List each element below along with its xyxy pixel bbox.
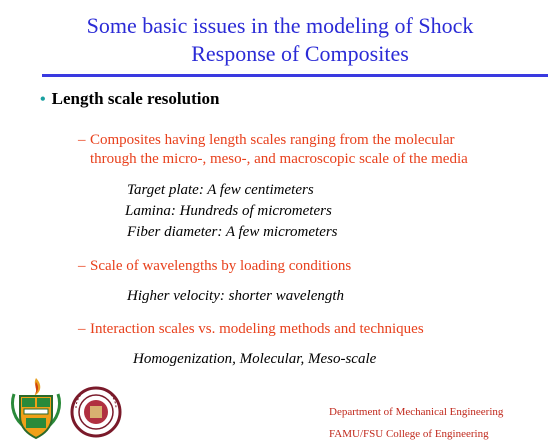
detail-target-plate: Target plate: A few centimeters (127, 182, 314, 198)
dash-marker: – (78, 132, 86, 148)
footer-department: Department of Mechanical Engineering (329, 406, 504, 418)
subitem-line: Interaction scales vs. modeling methods and techniques (90, 321, 424, 337)
dash-marker: – (78, 258, 86, 274)
title-line-2: Response of Composites (191, 41, 409, 66)
detail-fiber-diameter: Fiber diameter: A few micrometers (127, 224, 338, 240)
bullet-marker: • (40, 91, 46, 108)
detail-lamina: Lamina: Hundreds of micrometers (125, 203, 332, 219)
dash-marker: – (78, 321, 86, 337)
detail-methods: Homogenization, Molecular, Meso-scale (133, 351, 377, 367)
bullet-text: Length scale resolution (51, 89, 220, 108)
subitem-line: Composites having length scales ranging from the molecular (90, 132, 455, 148)
subitem-line: through the micro-, meso-, and macroscopic scale of the media (90, 151, 468, 167)
famu-crest-logo (6, 376, 146, 442)
slide-title (0, 12, 560, 68)
detail-velocity: Higher velocity: shorter wavelength (127, 288, 345, 304)
footer-college: FAMU/FSU College of Engineering (329, 428, 489, 440)
title-line-1: Some basic issues in the modeling of Shock (86, 13, 474, 38)
logos (6, 376, 146, 442)
subitem-line: Scale of wavelengths by loading conditions (90, 258, 352, 274)
title-underline (42, 74, 548, 77)
main-bullet (40, 89, 219, 109)
